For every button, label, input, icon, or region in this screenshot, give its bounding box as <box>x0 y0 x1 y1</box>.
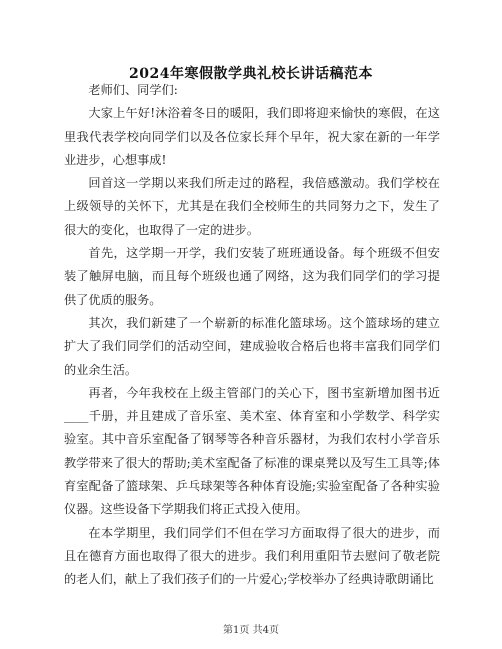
salutation-paragraph: 老师们、同学们: <box>88 83 178 97</box>
body-paragraph: 大家上午好!沐浴着冬日的暖阳，我们即将迎来愉快的寒假，在这里我代表学校向同学们以及各位家长拜个早年，祝大家在新的一年学业进步，心想事成! <box>64 106 440 167</box>
document-title: 2024年寒假散学典礼校长讲话稿范本 <box>129 66 373 82</box>
document-body <box>64 79 440 592</box>
body-paragraph: 其次，我们新建了一个崭新的标准化篮球场。这个篮球场的建立扩大了我们同学们的活动空间，建成验收合格后也将丰富我们同学们的业余生活。 <box>64 315 440 377</box>
body-paragraph: 回首这一学期以来我们所走过的路程，我倍感激动。我们学校在上级领导的关怀下，尤其是在我们全校师生的共同努力之下，发生了很大的变化，也取得了一定的进步。 <box>64 176 440 237</box>
body-paragraph: 再者，今年我校在上级主管部门的关心下，图书室新增加图书近____千册，并且建成了音乐室、美术室、体育室和小学数学、科学实验室。其中音乐室配备了钢琴等各种音乐器材，为我们农村小学音乐教学带来了很大的帮助;美术室配备了标准的课桌凳以及写生工具等;体育室配备了篮球架、乒乓球架等各种体育设施;实验室配备了各种实验仪器。这些设备下学期我们将正式投入使用。 <box>64 385 440 517</box>
body-paragraph: 在本学期里，我们同学们不但在学习方面取得了很大的进步，而且在德育方面也取得了很大的进步。我们利用重阳节去慰问了敬老院的老人们，献上了我们孩子们的一片爱心;学校举办了经典诗歌朗诵比 <box>64 525 440 587</box>
body-paragraph: 首先，这学期一开学，我们安装了班班通设备。每个班级不但安装了触屏电脑，而且每个班级也通了网络，这为我们同学们的学习提供了优质的服务。 <box>64 246 440 307</box>
page-number: 第1页 共4页 <box>223 625 279 636</box>
